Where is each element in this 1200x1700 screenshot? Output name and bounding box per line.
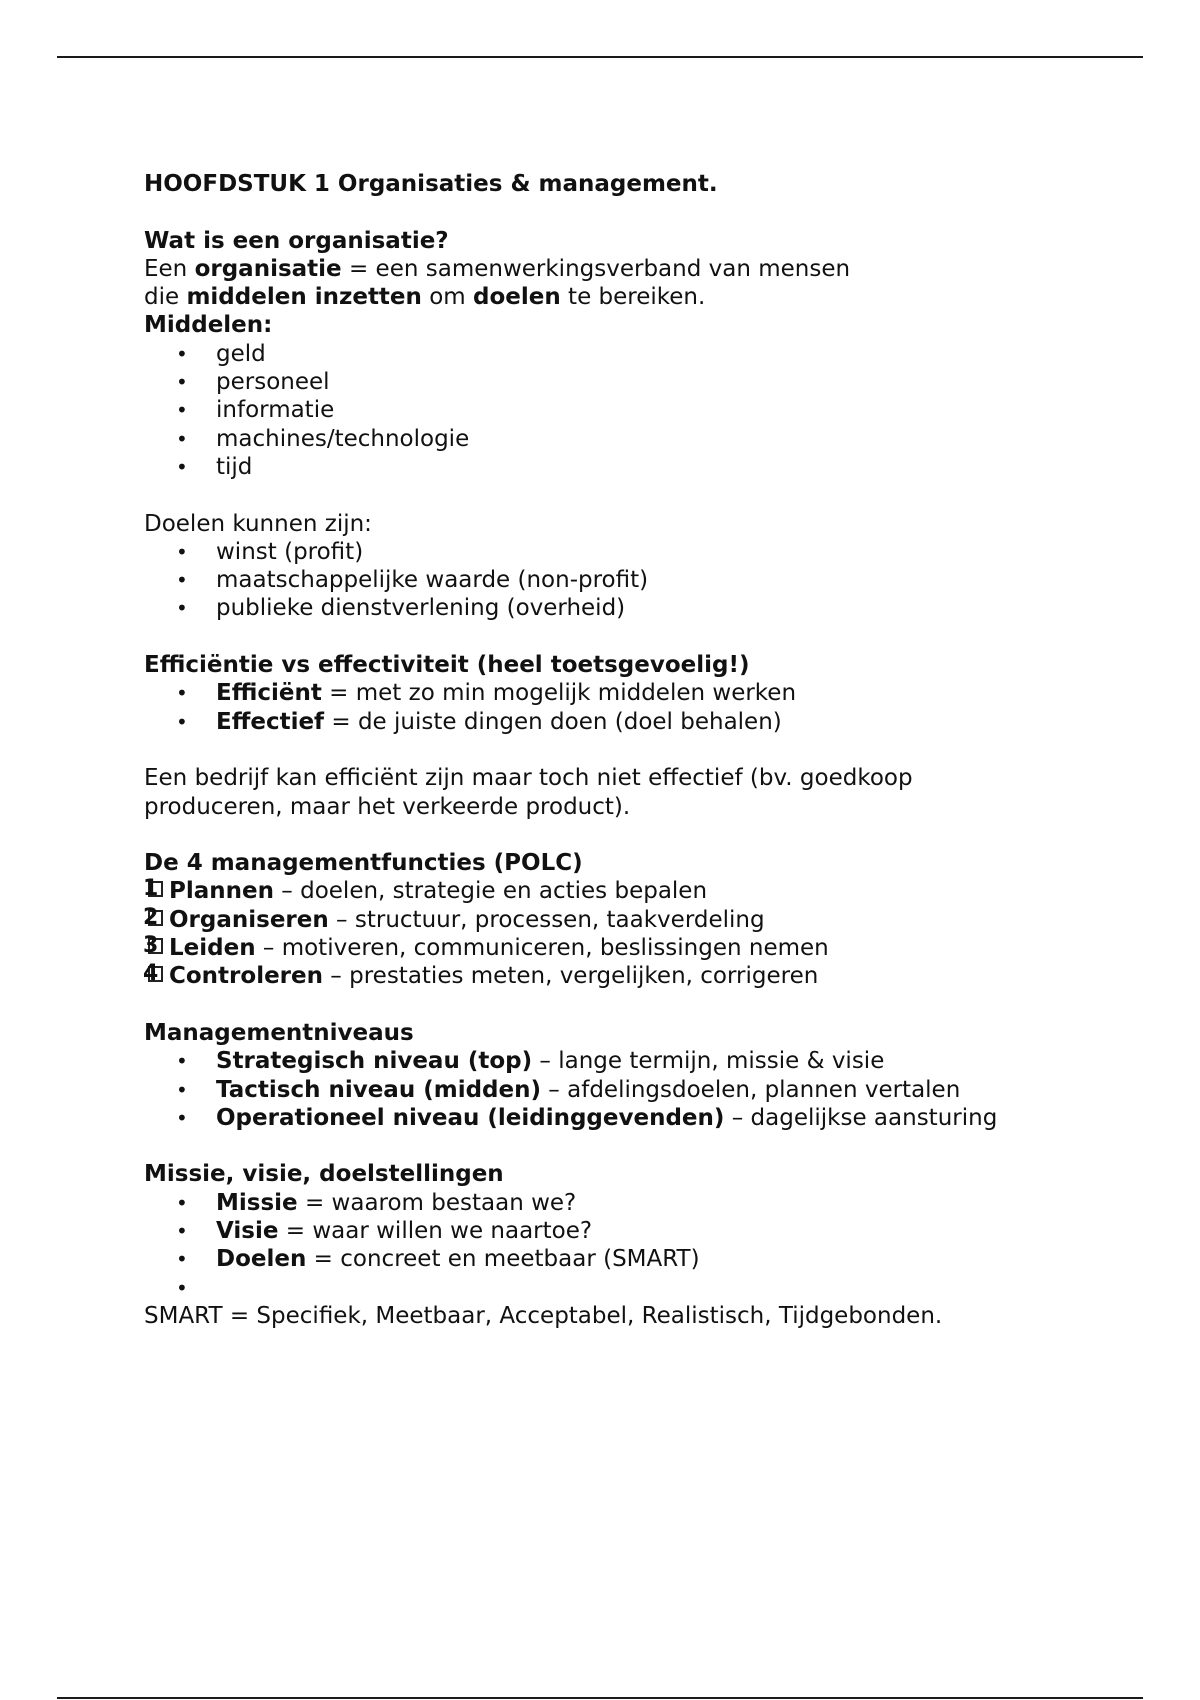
text-fragment: die <box>144 284 187 311</box>
definition: – motiveren, communiceren, beslissingen nemen <box>255 935 829 962</box>
spacer <box>144 736 1104 764</box>
number-box-icon <box>143 876 166 902</box>
smart-definition: SMART = Specifiek, Meetbaar, Acceptabel, Realistisch, Tijdgebonden. <box>144 1302 943 1329</box>
text-fragment: = een samenwerkingsverband van mensen <box>341 255 851 282</box>
text-fragment: Een <box>144 255 195 282</box>
efficientie-note-line-1: Een bedrijf kan efficiënt zijn maar toch niet effectief (bv. goedkoop <box>144 765 913 792</box>
term-organisatie: organisatie <box>194 255 342 282</box>
middelen-list <box>144 340 1104 481</box>
spacer <box>144 623 1104 651</box>
spacer <box>144 198 1104 226</box>
list-item <box>144 1047 1104 1075</box>
list-item <box>144 1189 1104 1217</box>
list-item: • maatschappelijke waarde (non-profit) <box>144 566 1104 594</box>
middelen-heading: Middelen: <box>144 312 273 339</box>
text-fragment: om <box>421 284 474 311</box>
footer-rule <box>57 1697 1143 1699</box>
section-heading-organisatie: Wat is een organisatie? <box>144 227 449 254</box>
definition: = de juiste dingen doen (doel behalen) <box>324 708 782 735</box>
number: 2 <box>143 904 159 930</box>
list-item <box>144 1245 1104 1273</box>
chapter-title: HOOFDSTUK 1 Organisaties & management. <box>144 171 718 197</box>
definition: = concreet en meetbaar (SMART) <box>306 1246 700 1273</box>
term: Strategisch niveau (top) <box>216 1048 533 1075</box>
term: Efficiënt <box>216 680 322 707</box>
section-heading-efficientie: Efficiëntie vs effectiviteit (heel toetsgevoelig!) <box>144 652 750 679</box>
definition: – lange termijn, missie & visie <box>532 1048 885 1075</box>
list-item: • winst (profit) <box>144 538 1104 566</box>
definition-line-1 <box>144 255 1104 283</box>
number-box-icon <box>143 961 166 987</box>
number: 3 <box>143 933 159 959</box>
missie-list <box>144 1189 1104 1302</box>
term: Tactisch niveau (midden) <box>216 1076 541 1103</box>
section-heading-missie: Missie, visie, doelstellingen <box>144 1161 504 1188</box>
text-fragment: te bereiken. <box>560 284 706 311</box>
definition: – prestaties meten, vergelijken, corrigeren <box>323 963 819 990</box>
list-item: • personeel <box>144 368 1104 396</box>
polc-item <box>144 934 1104 962</box>
term: Missie <box>216 1189 298 1216</box>
list-item: • geld <box>144 340 1104 368</box>
spacer <box>144 821 1104 849</box>
definition: – structuur, processen, taakverdeling <box>328 906 765 933</box>
list-item <box>144 1076 1104 1104</box>
definition: = met zo min mogelijk middelen werken <box>321 680 797 707</box>
term: Visie <box>216 1217 279 1244</box>
polc-item <box>144 962 1104 990</box>
niveaus-list <box>144 1047 1104 1132</box>
number: 4 <box>143 961 159 987</box>
list-item: • tijd <box>144 453 1104 481</box>
list-item: • publieke dienstverlening (overheid) <box>144 594 1104 622</box>
definition-line-2 <box>144 283 1104 311</box>
term-middelen-inzetten: middelen inzetten <box>186 284 422 311</box>
empty-list-item <box>144 1274 1104 1302</box>
list-item <box>144 1104 1104 1132</box>
definition: – doelen, strategie en acties bepalen <box>273 878 708 905</box>
section-heading-niveaus: Managementniveaus <box>144 1019 414 1046</box>
definition: – dagelijkse aansturing <box>724 1104 998 1131</box>
efficientie-list <box>144 679 1104 736</box>
doelen-intro: Doelen kunnen zijn: <box>144 510 372 537</box>
spacer <box>144 991 1104 1019</box>
doelen-list <box>144 538 1104 623</box>
term: Organiseren <box>169 906 329 933</box>
definition: = waar willen we naartoe? <box>278 1217 593 1244</box>
list-item: • machines/technologie <box>144 425 1104 453</box>
term: Doelen <box>216 1246 307 1273</box>
list-item <box>144 679 1104 707</box>
number: 1 <box>143 876 159 902</box>
list-item <box>144 1217 1104 1245</box>
definition: – afdelingsdoelen, plannen vertalen <box>541 1076 961 1103</box>
number-box-icon <box>143 904 166 930</box>
term: Plannen <box>169 878 274 905</box>
term: Controleren <box>169 963 323 990</box>
section-heading-polc: De 4 managementfuncties (POLC) <box>144 850 583 877</box>
definition: = waarom bestaan we? <box>297 1189 577 1216</box>
polc-item <box>144 906 1104 934</box>
polc-item <box>144 877 1104 905</box>
spacer <box>144 481 1104 509</box>
number-box-icon <box>143 933 166 959</box>
list-item: • informatie <box>144 396 1104 424</box>
term: Operationeel niveau (leidinggevenden) <box>216 1104 725 1131</box>
efficientie-note-line-2: produceren, maar het verkeerde product). <box>144 793 631 820</box>
document-body <box>144 170 1104 1330</box>
term: Effectief <box>216 708 325 735</box>
header-rule <box>57 56 1143 58</box>
spacer <box>144 1132 1104 1160</box>
list-item <box>144 708 1104 736</box>
term: Leiden <box>169 935 256 962</box>
term-doelen: doelen <box>473 284 561 311</box>
